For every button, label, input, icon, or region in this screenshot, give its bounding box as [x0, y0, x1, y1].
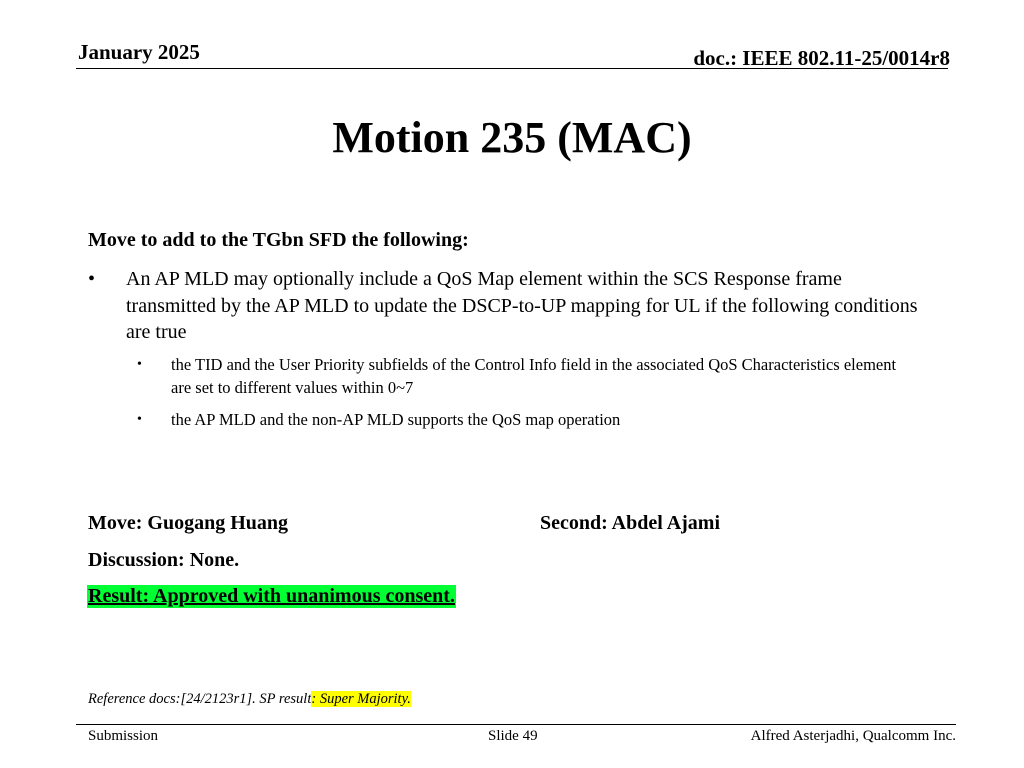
reference-highlight: : Super Majority. [311, 691, 411, 707]
bullet-icon: • [137, 357, 142, 372]
main-bullet-text: An AP MLD may optionally include a QoS Map element within the SCS Response frame transmitted by the AP MLD to update the DSCP-to-UP mapping for UL if the following conditions are true [126, 268, 918, 343]
result-text: Result: Approved with unanimous consent. [88, 585, 455, 607]
footer-submission: Submission [88, 728, 159, 744]
footer-author: Alfred Asterjadhi, Qualcomm Inc. [750, 728, 956, 744]
sub-bullet [137, 408, 897, 431]
header-doc-id: doc.: IEEE 802.11-25/0014r8 [693, 46, 950, 70]
sub-bullet-text: the TID and the User Priority subfields of the Control Info field in the associated QoS Characteristics element are set to different values within 0~7 [171, 355, 897, 397]
sub-bullet-text: the AP MLD and the non-AP MLD supports the QoS map operation [171, 410, 621, 429]
reference-prefix: Reference docs:[24/2123r1]. SP result [88, 691, 312, 707]
motion-lead: Move to add to the TGbn SFD the following: [88, 229, 469, 251]
seconder-name: Second: Abdel Ajami [540, 512, 721, 534]
slide-title: Motion 235 (MAC) [332, 113, 692, 162]
sub-bullet [137, 353, 897, 399]
reference-note [88, 691, 411, 708]
bullet-icon: • [137, 412, 142, 427]
discussion-text: Discussion: None. [88, 549, 240, 571]
footer-divider [76, 724, 956, 725]
main-bullet [88, 266, 918, 346]
bullet-icon: • [88, 268, 96, 290]
mover-name: Move: Guogang Huang [88, 512, 289, 534]
header-divider [76, 68, 948, 69]
footer-slide-number: Slide 49 [488, 728, 538, 744]
header-date: January 2025 [78, 40, 200, 64]
